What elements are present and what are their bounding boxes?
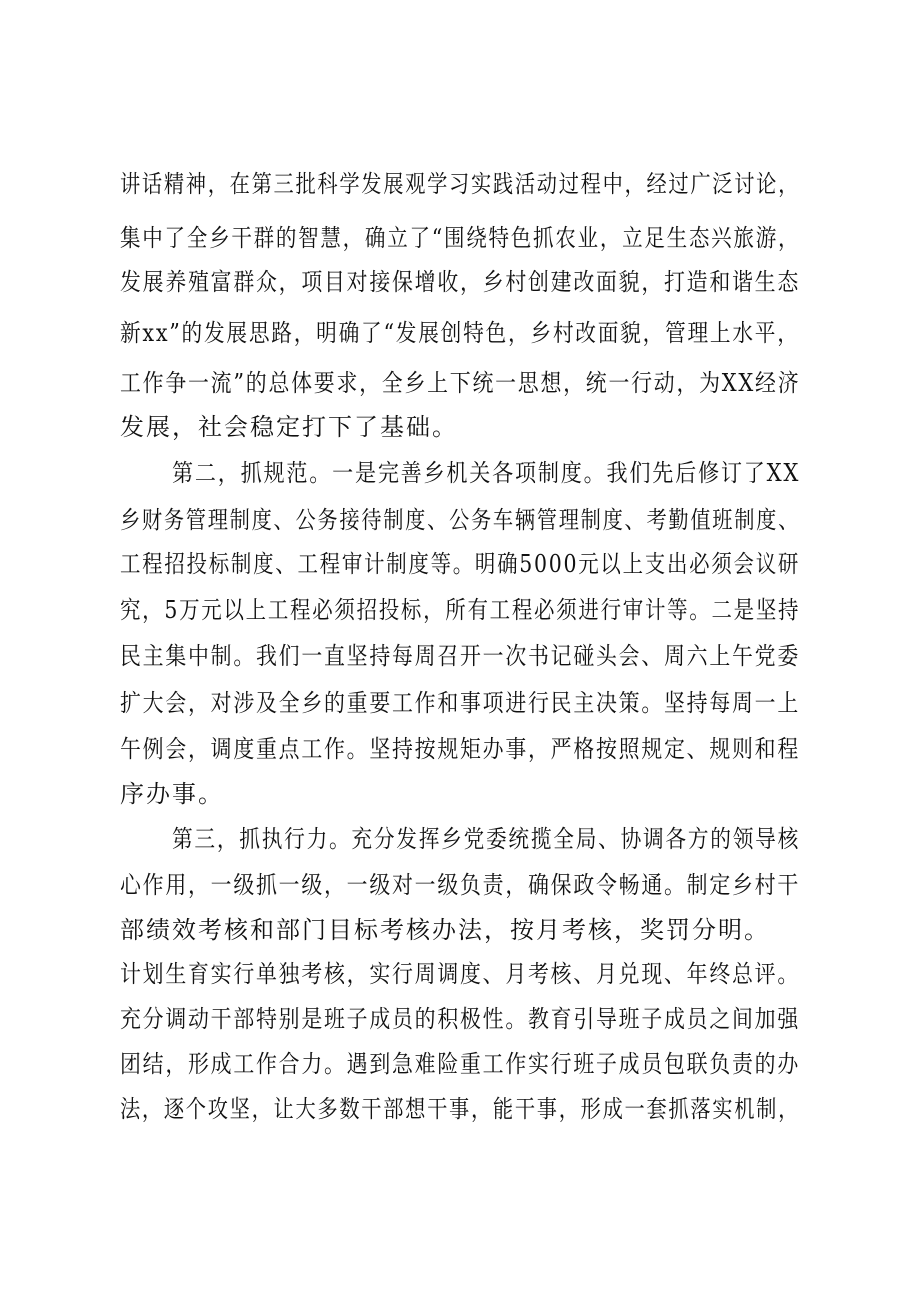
paragraph-heading-third: 第三，抓执行力。充分发挥乡党委统揽全局、协调各方的领导核 xyxy=(172,825,800,853)
text-line: 午例会，调度重点工作。坚持按规矩办事，严格按照规定、规则和程 xyxy=(120,735,800,763)
text-line: 究，5万元以上工程必须招投标，所有工程必须进行审计等。二是坚持 xyxy=(120,596,801,624)
text-line: 发展养殖富群众，项目对接保增收，乡村创建改面貌，打造和谐生态 xyxy=(120,268,800,296)
text-line: 讲话精神，在第三批科学发展观学习实践活动过程中，经过广泛讨论， xyxy=(120,170,800,198)
text-line: 法，逐个攻坚，让大多数干部想干事，能干事，形成一套抓落实机制， xyxy=(120,1095,800,1123)
text-line: 心作用，一级抓一级，一级对一级负责，确保政令畅通。制定乡村干 xyxy=(120,871,800,899)
text-line: 团结，形成工作合力。遇到急难险重工作实行班子成员包联负责的办 xyxy=(120,1050,800,1078)
text-line: 扩大会，对涉及全乡的重要工作和事项进行民主决策。坚持每周一上 xyxy=(120,689,800,717)
text-line: 乡财务管理制度、公务接待制度、公务车辆管理制度、考勤值班制度、 xyxy=(120,506,800,534)
text-line: 发展，社会稳定打下了基础。 xyxy=(120,413,458,441)
text-line: 部绩效考核和部门目标考核办法，按月考核，奖罚分明。 xyxy=(120,916,770,944)
text-line: 民主集中制。我们一直坚持每周召开一次书记碰头会、周六上午党委 xyxy=(120,642,800,670)
paragraph-heading-second: 第二，抓规范。一是完善乡机关各项制度。我们先后修订了XX xyxy=(172,459,801,487)
text-line: 序办事。 xyxy=(120,780,224,808)
text-line: 新xx”的发展思路，明确了“发展创特色，乡村改面貌，管理上水平， xyxy=(120,319,800,347)
text-line: 充分调动干部特别是班子成员的积极性。教育引导班子成员之间加强 xyxy=(120,1005,800,1033)
text-line: 工作争一流”的总体要求，全乡上下统一思想，统一行动，为XX经济 xyxy=(120,369,801,397)
text-line: 集中了全乡干群的智慧，确立了“围绕特色抓农业，立足生态兴旅游， xyxy=(120,224,801,252)
text-line: 计划生育实行单独考核，实行周调度、月考核、月兑现、年终总评。 xyxy=(120,960,800,988)
text-line: 工程招投标制度、工程审计制度等。明确5000元以上支出必须会议研 xyxy=(120,550,801,578)
